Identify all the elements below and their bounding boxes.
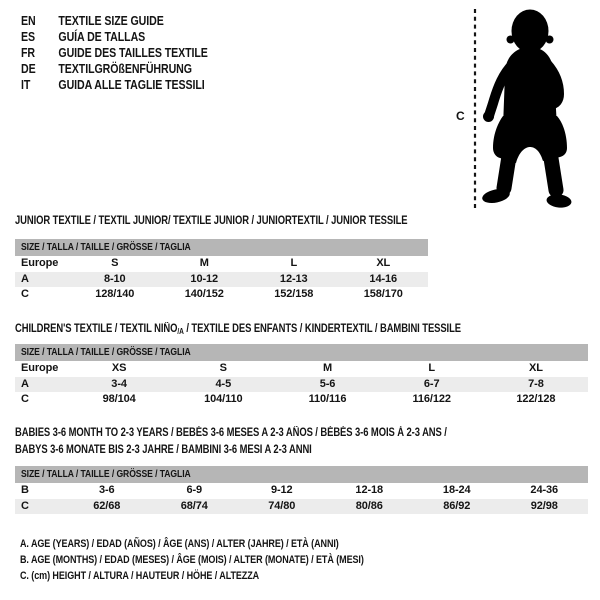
- table-row-age-months: [15, 483, 588, 499]
- height-measure-label: C: [456, 109, 465, 123]
- size-header-row: [15, 466, 588, 483]
- cell: M: [322, 362, 333, 374]
- junior-table-title: [15, 213, 494, 230]
- cell: 140/152: [184, 288, 224, 300]
- footnote-a: [20, 536, 439, 552]
- language-code: EN: [21, 14, 36, 28]
- title-part: CHILDREN'S TEXTILE / TEXTIL NIÑO: [15, 323, 178, 335]
- table-row-age: [15, 377, 588, 393]
- cell: 6-7: [423, 377, 440, 390]
- cell: 80/86: [355, 499, 383, 512]
- cell: M: [199, 257, 209, 269]
- cell: 68/74: [180, 499, 208, 512]
- cell: 152/158: [274, 288, 314, 300]
- cell: 3-4: [111, 377, 127, 390]
- cell: 12-18: [355, 484, 384, 496]
- title-part: / TEXTILE DES ENFANTS / KINDERTEXTIL / BAMBINI TESSILE: [183, 323, 461, 335]
- children-table-title: [15, 321, 559, 338]
- language-row-es: [21, 29, 208, 45]
- cell: 5-6: [319, 377, 336, 390]
- language-code: FR: [21, 46, 35, 60]
- row-label: A: [21, 377, 29, 390]
- children-size-table: [15, 344, 588, 408]
- cell: 14-16: [369, 272, 398, 285]
- table-row-height: [15, 392, 588, 408]
- cell: XS: [111, 362, 127, 374]
- cell: XL: [528, 362, 543, 374]
- cell: 116/122: [412, 393, 451, 405]
- language-label: TEXTILGRÖßENFÜHRUNG: [58, 62, 192, 76]
- toddler-silhouette-icon: [481, 10, 572, 209]
- row-label: C: [21, 499, 29, 512]
- babies-table-title: [15, 425, 542, 459]
- cell: S: [219, 362, 227, 374]
- cell: 62/68: [93, 499, 121, 512]
- babies-table-title-line2: BABYS 3-6 MONATE BIS 2-3 JAHRE / BAMBINI 3-6 MESI A 2-3 ANNI: [15, 444, 312, 456]
- size-header-label: SIZE / TALLA / TAILLE / GRÖSSE / TAGLIA: [21, 241, 191, 253]
- cell: 3-6: [98, 484, 115, 496]
- footnote-text: B. AGE (MONTHS) / EDAD (MESES) / ÂGE (MOIS) / ALTER (MONATE) / ETÀ (MESI): [20, 554, 364, 566]
- children-table-title-text: [15, 321, 461, 338]
- language-row-fr: [21, 45, 208, 61]
- cell: 86/92: [443, 499, 471, 512]
- size-header-row: [15, 239, 428, 256]
- row-label: A: [21, 272, 29, 285]
- cell: 158/170: [363, 288, 403, 300]
- cell: 8-10: [103, 272, 126, 285]
- footnote-b: [20, 552, 439, 568]
- footnote-text: A. AGE (YEARS) / EDAD (AÑOS) / ÂGE (ANS) / ALTER (JAHRE) / ETÀ (ANNI): [20, 538, 339, 550]
- language-label: TEXTILE SIZE GUIDE: [58, 14, 164, 28]
- cell: 122/128: [516, 393, 556, 405]
- cell: 128/140: [95, 288, 135, 300]
- table-row-europe: [15, 361, 588, 377]
- language-label: GUIDA ALLE TAGLIE TESSILI: [58, 78, 205, 92]
- row-label: Europe: [21, 257, 59, 269]
- cell: S: [111, 257, 119, 269]
- row-label: Europe: [21, 362, 59, 374]
- size-header-row: [15, 344, 588, 361]
- table-row-age: [15, 272, 428, 288]
- table-row-europe: [15, 256, 428, 272]
- toddler-silhouette-figure: [440, 0, 600, 215]
- footnotes: [20, 536, 439, 584]
- language-code: DE: [21, 62, 36, 76]
- size-header-label: SIZE / TALLA / TAILLE / GRÖSSE / TAGLIA: [21, 468, 191, 480]
- language-code: ES: [21, 30, 36, 44]
- cell: L: [290, 257, 298, 269]
- babies-size-table: [15, 466, 588, 514]
- cell: 12-13: [279, 272, 308, 285]
- cell: 104/110: [204, 393, 243, 405]
- language-list: [21, 13, 241, 93]
- language-label: GUÍA DE TALLAS: [58, 30, 146, 44]
- title-subscript: /A: [177, 327, 184, 336]
- cell: L: [428, 362, 436, 374]
- cell: 92/98: [530, 499, 558, 512]
- cell: 6-9: [186, 484, 203, 496]
- cell: 7-8: [528, 377, 544, 390]
- cell: 98/104: [102, 393, 136, 405]
- cell: 4-5: [215, 377, 232, 390]
- language-code: IT: [21, 78, 31, 92]
- table-row-height: [15, 499, 588, 515]
- language-row-de: [21, 61, 208, 77]
- cell: 18-24: [442, 484, 471, 496]
- babies-table-title-line1: BABIES 3-6 MONTH TO 2-3 YEARS / BEBÉS 3-6 MESES A 2-3 AÑOS / BÉBÉS 3-6 MOIS À 2-3 ANS /: [15, 427, 447, 439]
- language-row-en: [21, 13, 208, 29]
- junior-size-table: [15, 239, 428, 303]
- cell: 74/80: [268, 499, 296, 512]
- language-row-it: [21, 77, 208, 93]
- row-label: C: [21, 393, 29, 405]
- row-label: C: [21, 288, 29, 300]
- language-label: GUIDE DES TAILLES TEXTILE: [58, 46, 208, 60]
- footnote-c: [20, 568, 439, 584]
- table-row-height: [15, 287, 428, 303]
- row-label: B: [21, 484, 29, 496]
- cell: 110/116: [308, 393, 347, 405]
- junior-table-title-text: JUNIOR TEXTILE / TEXTIL JUNIOR/ TEXTILE JUNIOR / JUNIORTEXTIL / JUNIOR TESSILE: [15, 215, 408, 227]
- cell: XL: [376, 257, 391, 269]
- cell: 9-12: [270, 484, 293, 496]
- cell: 24-36: [530, 484, 559, 496]
- size-header-label: SIZE / TALLA / TAILLE / GRÖSSE / TAGLIA: [21, 346, 191, 358]
- cell: 10-12: [190, 272, 219, 285]
- footnote-text: C. (cm) HEIGHT / ALTURA / HAUTEUR / HÖHE / ALTEZZA: [20, 570, 260, 582]
